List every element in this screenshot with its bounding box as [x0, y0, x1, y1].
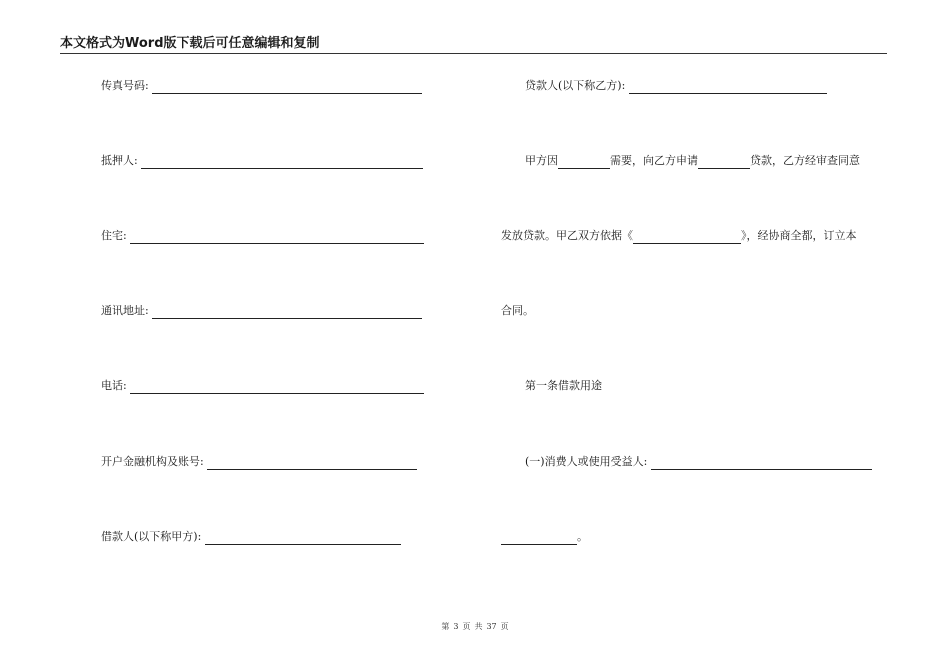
- fax-label: 传真号码:: [101, 79, 149, 92]
- phone-blank[interactable]: [130, 381, 424, 394]
- footer-gong: 共: [474, 622, 483, 631]
- paragraph-2: [501, 228, 857, 244]
- footer-di: 第: [441, 622, 450, 631]
- fax-blank[interactable]: [152, 81, 422, 94]
- para1-part-b: 需要，向乙方申请: [610, 154, 698, 167]
- residence-label: 住宅:: [101, 229, 127, 242]
- borrower-line: [101, 529, 401, 545]
- para1-part-a: 甲方因: [525, 154, 558, 167]
- para1-part-c: 贷款，乙方经审查同意: [750, 154, 860, 167]
- consumer-continuation: [501, 529, 588, 545]
- lender-blank[interactable]: [629, 81, 827, 94]
- total-pages: 37: [486, 622, 497, 631]
- phone-line: [101, 378, 424, 394]
- para2-part-b: 》，经协商全都，订立本: [741, 229, 857, 242]
- mortgagor-label: 抵押人:: [101, 154, 138, 167]
- residence-line: [101, 228, 424, 244]
- document-header: 本文格式为Word版下载后可任意编辑和复制: [60, 35, 887, 54]
- mortgagor-line: [101, 153, 423, 169]
- residence-blank[interactable]: [130, 231, 424, 244]
- bank-account-blank[interactable]: [207, 457, 417, 470]
- consumer-label: (一)消费人或使用受益人:: [525, 455, 648, 468]
- lender-line: [525, 78, 827, 94]
- period-mark: 。: [577, 530, 588, 543]
- consumer-blank[interactable]: [651, 457, 872, 470]
- phone-label: 电话:: [101, 379, 127, 392]
- paragraph-1: [525, 153, 860, 169]
- purpose-blank[interactable]: [558, 156, 610, 169]
- footer-ye2: 页: [500, 622, 509, 631]
- consumer-line: [525, 454, 872, 470]
- page-number: 3: [453, 622, 459, 631]
- address-blank[interactable]: [152, 306, 422, 319]
- bank-account-line: [101, 454, 417, 470]
- address-line: [101, 303, 422, 319]
- basis-blank[interactable]: [633, 231, 741, 244]
- bank-account-label: 开户金融机构及账号:: [101, 455, 204, 468]
- loan-type-blank[interactable]: [698, 156, 750, 169]
- para2-part-a: 发放贷款。甲乙双方依据《: [501, 229, 633, 242]
- footer-ye: 页: [462, 622, 471, 631]
- lender-label: 贷款人(以下称乙方):: [525, 79, 626, 92]
- article-1-heading: 第一条借款用途: [525, 379, 602, 392]
- mortgagor-blank[interactable]: [141, 156, 423, 169]
- fax-line: [101, 78, 422, 94]
- page-footer: [0, 621, 950, 632]
- borrower-label: 借款人(以下称甲方):: [101, 530, 202, 543]
- paragraph-3: 合同。: [501, 304, 534, 317]
- borrower-blank[interactable]: [205, 532, 401, 545]
- address-label: 通讯地址:: [101, 304, 149, 317]
- consumer-continuation-blank[interactable]: [501, 532, 577, 545]
